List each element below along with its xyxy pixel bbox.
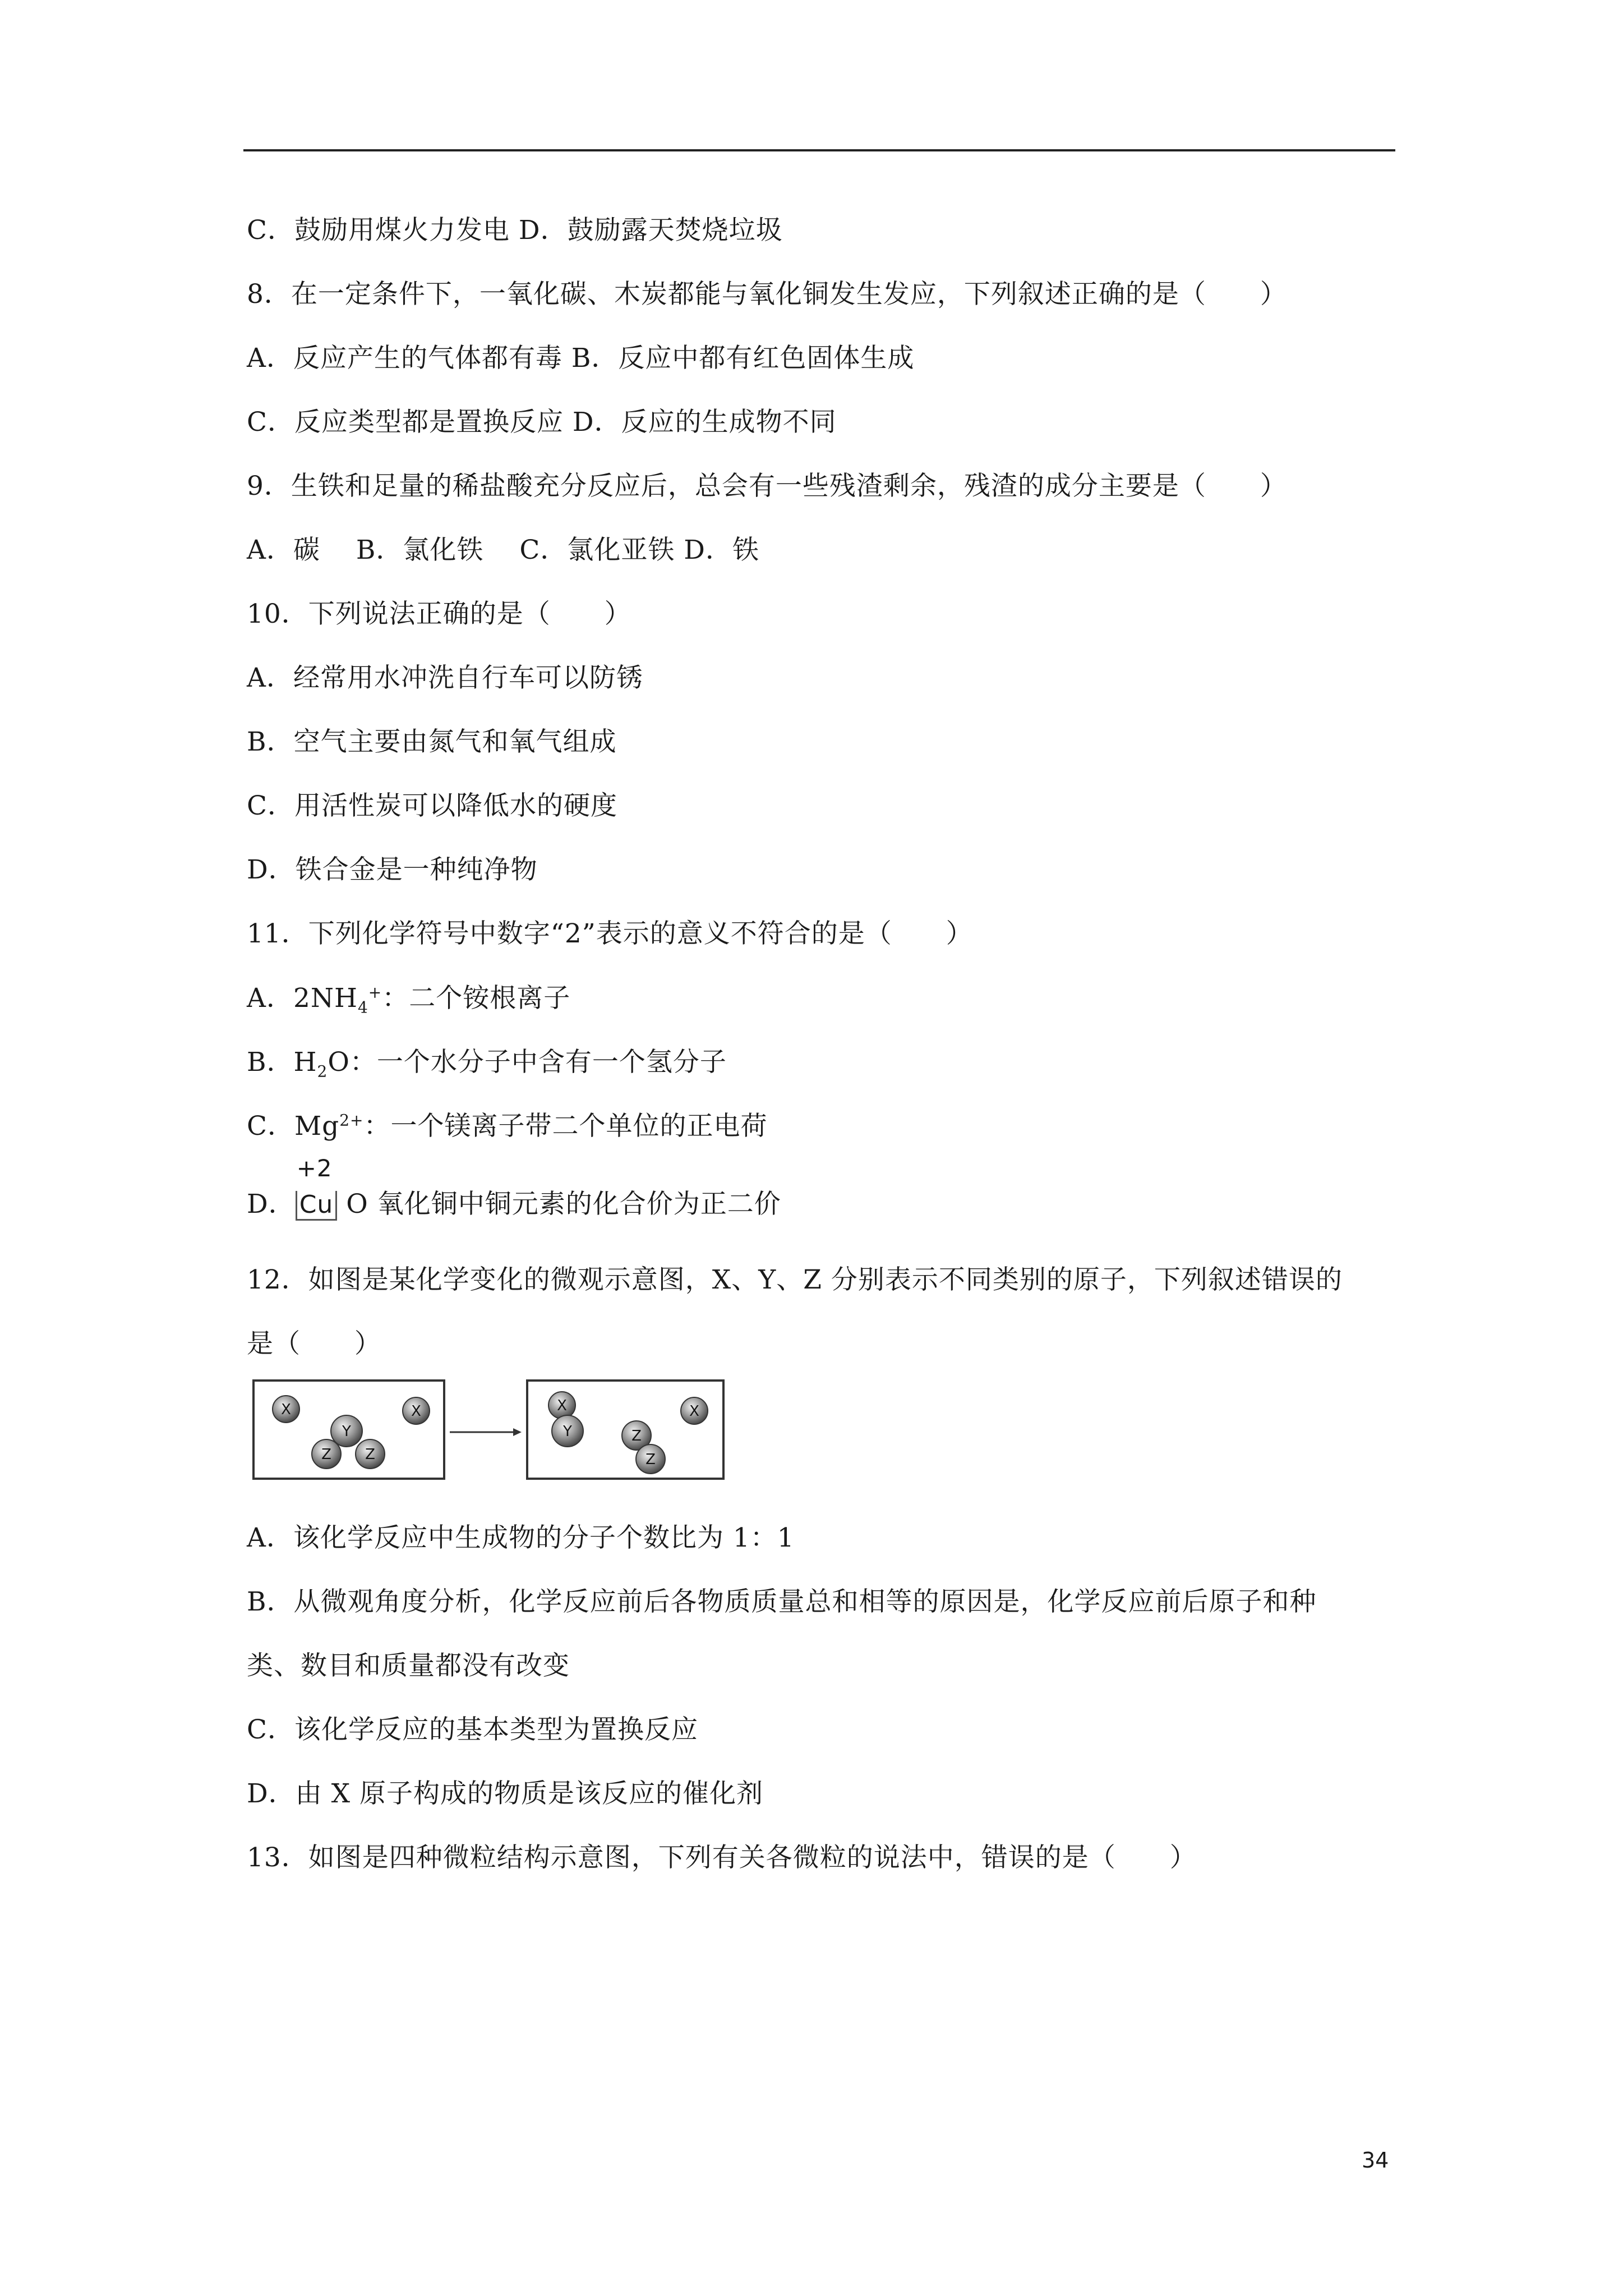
atom-x <box>403 1397 430 1424</box>
option-12a: A．该化学反应中生成物的分子个数比为 1：1 <box>247 1522 795 1553</box>
atom-x <box>273 1396 299 1423</box>
atom-x <box>681 1397 708 1424</box>
question-13: 13．如图是四种微粒结构示意图，下列有关各微粒的说法中，错误的是（ ） <box>247 1842 1197 1873</box>
svg-text:Z: Z <box>645 1451 656 1468</box>
question-11: 11．下列化学符号中数字“2”表示的意义不符合的是（ ） <box>247 918 973 949</box>
page-number: 34 <box>1362 2148 1389 2173</box>
svg-text:X: X <box>689 1403 699 1420</box>
option-line: B．空气主要由氮气和氧气组成 <box>247 726 617 757</box>
option-line: C．反应类型都是置换反应 D．反应的生成物不同 <box>247 407 837 438</box>
option-12b-cont: 类、数目和质量都没有改变 <box>247 1650 570 1681</box>
atom-z <box>356 1439 385 1469</box>
option-11b: B．$H_2O$：一个水分子中含有一个氢分子 <box>247 1047 727 1081</box>
option-line: A．经常用水冲洗自行车可以防锈 <box>247 662 643 693</box>
question-8: 8．在一定条件下，一氧化碳、木炭都能与氧化铜发生发应，下列叙述正确的是（ ） <box>247 279 1287 310</box>
atom-y <box>552 1415 583 1447</box>
svg-text:Z: Z <box>365 1446 375 1463</box>
option-11d: D． +2 Cu O 氧化铜中铜元素的化合价为正二价 <box>247 1188 781 1221</box>
option-11a: A．$2NH_4^+$：二个铵根离子 <box>247 983 571 1017</box>
svg-text:Y: Y <box>342 1423 351 1440</box>
option-line: C．鼓励用煤火力发电 D．鼓励露天焚烧垃圾 <box>247 215 783 246</box>
question-12: 12．如图是某化学变化的微观示意图，X、Y、Z 分别表示不同类别的原子，下列叙述错误的 <box>247 1264 1343 1295</box>
svg-text:Y: Y <box>563 1423 572 1440</box>
atom-z <box>636 1444 665 1474</box>
question-12-cont: 是（ ） <box>247 1328 381 1359</box>
question-9: 9．生铁和足量的稀盐酸充分反应后，总会有一些残渣剩余，残渣的成分主要是（ ） <box>247 471 1287 501</box>
atom-x <box>548 1392 575 1419</box>
option-11c: C．$Mg^{2+}$：一个镁离子带二个单位的正电荷 <box>247 1111 768 1142</box>
svg-text:Z: Z <box>321 1446 331 1463</box>
svg-text:Z: Z <box>631 1428 642 1444</box>
svg-text:X: X <box>411 1403 421 1420</box>
reaction-diagram <box>252 1378 735 1482</box>
option-line: A．反应产生的气体都有毒 B．反应中都有红色固体生成 <box>247 343 915 374</box>
svg-text:X: X <box>557 1397 567 1414</box>
question-10: 10．下列说法正确的是（ ） <box>247 599 631 629</box>
svg-text:X: X <box>281 1401 291 1418</box>
option-12c: C．该化学反应的基本类型为置换反应 <box>247 1714 698 1745</box>
header-rule <box>243 149 1395 151</box>
option-line: C．用活性炭可以降低水的硬度 <box>247 790 617 821</box>
option-12b: B．从微观角度分析，化学反应前后各物质质量总和相等的原因是，化学反应前后原子和种 <box>247 1586 1317 1617</box>
option-line: D．铁合金是一种纯净物 <box>247 854 538 885</box>
reaction-arrow-head <box>513 1428 522 1436</box>
atom-y <box>331 1415 362 1447</box>
option-line: A．碳 B．氯化铁 C．氯化亚铁 D．铁 <box>247 535 759 565</box>
valence-notation: +2 Cu <box>296 1188 338 1221</box>
option-12d: D．由 X 原子构成的物质是该反应的催化剂 <box>247 1778 764 1809</box>
